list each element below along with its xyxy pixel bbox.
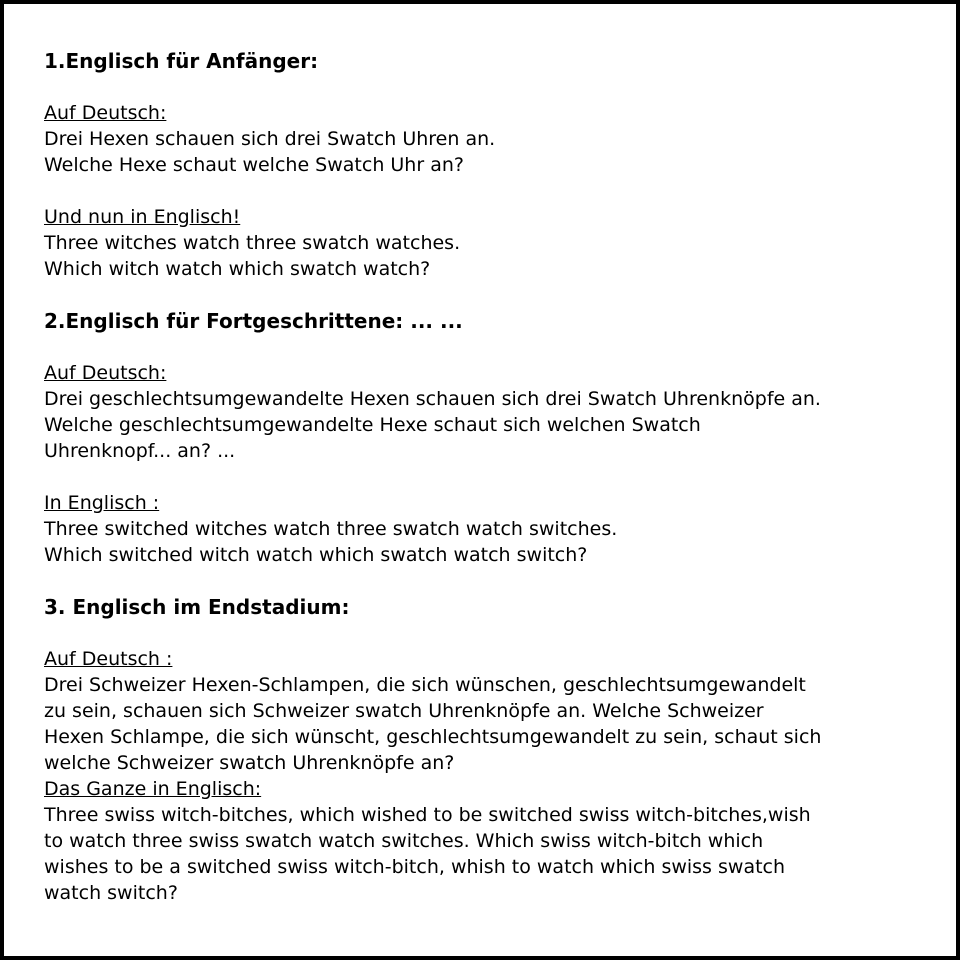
section-3-german-line: Hexen Schlampe, die sich wünscht, geschlechtsumgewandelt zu sein, schaut sich: [44, 726, 822, 748]
spacer: [44, 334, 944, 360]
spacer: [44, 464, 944, 490]
section-3-english-line: wishes to be a switched swiss witch-bitch, whish to watch which swiss swatch: [44, 856, 786, 878]
section-2-heading: 2.Englisch für Fortgeschrittene: ... ...: [44, 309, 463, 333]
spacer: [44, 178, 944, 204]
section-2-english-line: Three switched witches watch three swatch watch switches.: [44, 518, 618, 540]
section-2-german-line: Uhrenknopf... an? ...: [44, 440, 236, 462]
section-3-english-label: Das Ganze in Englisch:: [44, 778, 262, 800]
section-3-german-line: Drei Schweizer Hexen-Schlampen, die sich wünschen, geschlechtsumgewandelt: [44, 674, 806, 696]
section-1-english-line: Which witch watch which swatch watch?: [44, 258, 431, 280]
section-3-german-line: zu sein, schauen sich Schweizer swatch Uhrenknöpfe an. Welche Schweizer: [44, 700, 764, 722]
section-3-heading: 3. Englisch im Endstadium:: [44, 595, 350, 619]
section-3-english-line: Three swiss witch-bitches, which wished to be switched swiss witch-bitches,wish: [44, 804, 811, 826]
section-1-german-label: Auf Deutsch:: [44, 102, 167, 124]
section-1-german-line: Welche Hexe schaut welche Swatch Uhr an?: [44, 154, 464, 176]
spacer: [44, 282, 944, 308]
section-3-english-line: to watch three swiss swatch watch switches. Which swiss witch-bitch which: [44, 830, 764, 852]
section-3-german-line: welche Schweizer swatch Uhrenknöpfe an?: [44, 752, 455, 774]
spacer: [44, 568, 944, 594]
section-1-english-line: Three witches watch three swatch watches.: [44, 232, 461, 254]
section-2-german-line: Drei geschlechtsumgewandelte Hexen schauen sich drei Swatch Uhrenknöpfe an.: [44, 388, 821, 410]
section-3-english-line: watch switch?: [44, 882, 178, 904]
section-1-english-label: Und nun in Englisch!: [44, 206, 241, 228]
section-1-heading: 1.Englisch für Anfänger:: [44, 49, 319, 73]
section-2-english-label: In Englisch :: [44, 492, 160, 514]
section-2-german-label: Auf Deutsch:: [44, 362, 167, 384]
section-2-english-line: Which switched witch watch which swatch watch switch?: [44, 544, 588, 566]
section-1-german-line: Drei Hexen schauen sich drei Swatch Uhren an.: [44, 128, 496, 150]
spacer: [44, 74, 944, 100]
section-2-german-line: Welche geschlechtsumgewandelte Hexe schaut sich welchen Swatch: [44, 414, 701, 436]
document-body: [44, 48, 944, 906]
section-3-german-label: Auf Deutsch :: [44, 648, 173, 670]
spacer: [44, 620, 944, 646]
